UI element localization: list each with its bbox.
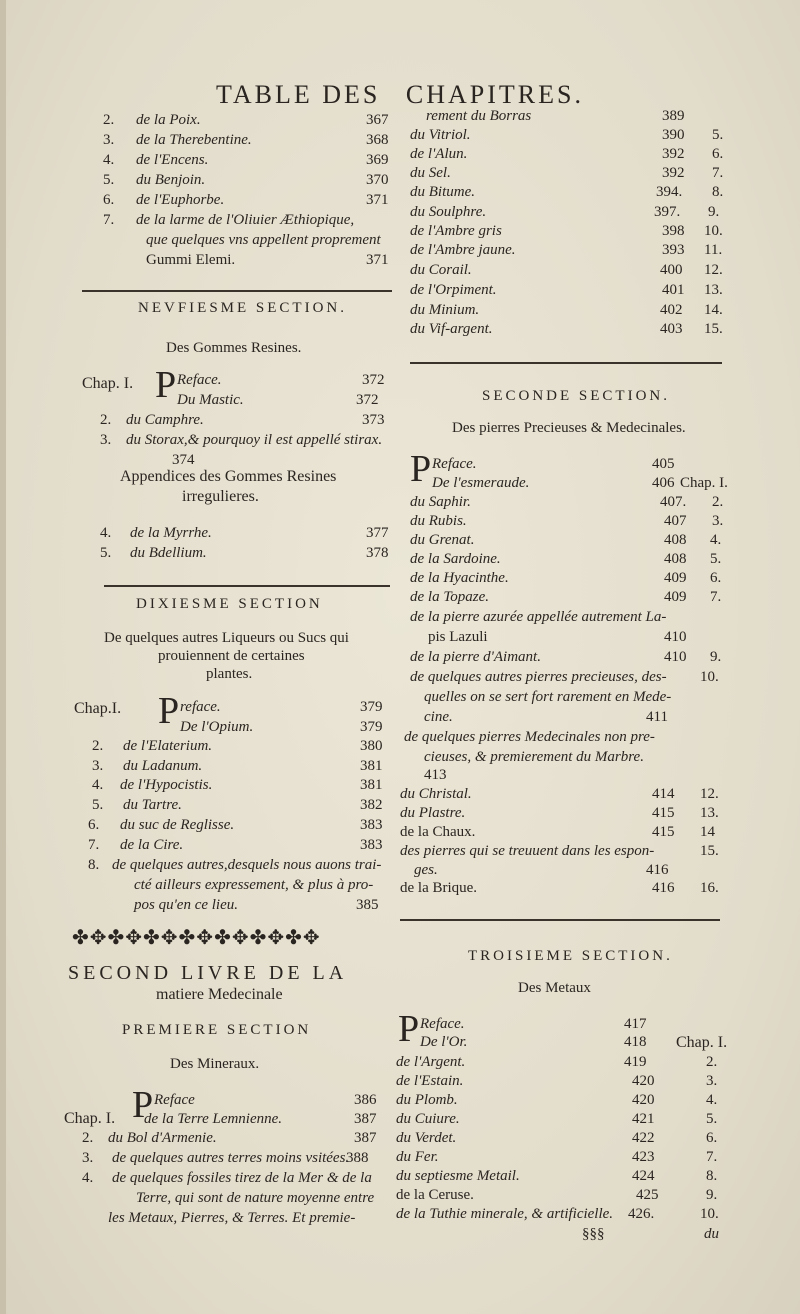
entry-page: 426. <box>628 1206 655 1222</box>
entry-title: de la Topaze. <box>410 589 490 605</box>
section-heading: DIXIESME SECTION <box>136 596 323 612</box>
section-subheading: Des Mineraux. <box>170 1056 260 1072</box>
entry-page: 379 <box>360 719 383 735</box>
entry-page: 369 <box>366 152 389 168</box>
entry-index: 15. <box>704 321 723 337</box>
chapter-label: Chap. I. <box>680 475 728 491</box>
entry-page: 381 <box>360 777 383 793</box>
entry-title: 413 <box>424 767 447 783</box>
entry-page: 407 <box>664 513 687 529</box>
entry-page: 368 <box>366 132 389 148</box>
section-rule <box>400 919 720 921</box>
entry-title: du Christal. <box>400 786 472 802</box>
entry-title: rement du Borras <box>426 108 532 124</box>
entry-page: 377 <box>366 525 389 541</box>
book-subtitle: matiere Medecinale <box>156 986 283 1003</box>
entry-title: du Minium. <box>410 302 480 318</box>
entry-index: 10. <box>700 669 719 685</box>
entry-title: De l'Or. <box>420 1034 468 1050</box>
entry-title: de l'Ambre jaune. <box>410 242 516 258</box>
entry-index: 6. <box>103 192 115 208</box>
entry-page: 381 <box>360 758 383 774</box>
entry-index: 5. <box>712 127 724 143</box>
entry-index: 5. <box>706 1111 718 1127</box>
entry-title: du Bitume. <box>410 184 475 200</box>
entry-title: cieuses, & premierement du Marbre. <box>424 749 644 765</box>
entry-page: 400 <box>660 262 683 278</box>
entry-title: ges. <box>414 862 438 878</box>
entry-title: de la Hyacinthe. <box>410 570 509 586</box>
entry-page: 374 <box>172 452 195 468</box>
entry-page: 408 <box>664 551 687 567</box>
entry-index: 9. <box>708 204 720 220</box>
entry-index: 13. <box>700 805 719 821</box>
entry-title: de quelques autres,desquels nous auons trai- <box>112 857 382 873</box>
entry-index: 3. <box>712 513 724 529</box>
entry-page: 393 <box>662 242 685 258</box>
entry-index: 4. <box>100 525 112 541</box>
entry-index: 2. <box>100 412 112 428</box>
entry-page: 373 <box>362 412 385 428</box>
entry-index: 5. <box>103 172 115 188</box>
entry-index: 7. <box>710 589 722 605</box>
entry-title: du Benjoin. <box>136 172 206 188</box>
entry-page: 421 <box>632 1111 655 1127</box>
section-subheading: Des Metaux <box>518 980 591 996</box>
entry-page: 409 <box>664 589 687 605</box>
entry-title: cté ailleurs expressement, & plus à pro- <box>134 877 374 893</box>
entry-title: de l'Encens. <box>136 152 209 168</box>
entry-title: de la larme de l'Oliuier Æthiopique, <box>136 212 355 228</box>
entry-title: du Rubis. <box>410 513 467 529</box>
entry-index: 8. <box>88 857 100 873</box>
entry-page: 415 <box>652 805 675 821</box>
entry-index: 16. <box>700 880 719 896</box>
signature-mark: §§§ <box>582 1226 605 1242</box>
entry-page: 411 <box>646 709 668 725</box>
entry-index: 3. <box>103 132 115 148</box>
section-heading: NEVFIESME SECTION. <box>138 300 348 316</box>
entry-page: 420 <box>632 1092 655 1108</box>
entry-title: du Corail. <box>410 262 472 278</box>
entry-title: quelles on se sert fort rarement en Mede- <box>424 689 672 705</box>
entry-page: 371 <box>366 192 389 208</box>
entry-page: 409 <box>664 570 687 586</box>
entry-title: Reface. <box>432 456 477 472</box>
header-left: TABLE DES <box>216 80 381 109</box>
appendix-heading: Appendices des Gommes Resines <box>120 468 337 485</box>
entry-title: de la pierre azurée appellée autrement La- <box>410 609 667 625</box>
entry-title: de la Terre Lemnienne. <box>144 1111 283 1127</box>
entry-index: 9. <box>706 1187 718 1203</box>
entry-index: 6. <box>88 817 100 833</box>
entry-index: 3. <box>82 1150 94 1166</box>
entry-title: du Plomb. <box>396 1092 458 1108</box>
entry-title: de quelques pierres Medecinales non pre- <box>404 729 655 745</box>
entry-title: de l'Estain. <box>396 1073 464 1089</box>
entry-page: 392 <box>662 165 685 181</box>
entry-title: De l'Opium. <box>180 719 254 735</box>
entry-index: 7. <box>706 1149 718 1165</box>
entry-index: 6. <box>710 570 722 586</box>
entry-index: 12. <box>704 262 723 278</box>
entry-page: 367 <box>366 112 389 128</box>
entry-title: des pierres qui se treuuent dans les espon- <box>400 843 655 859</box>
entry-index: 8. <box>706 1168 718 1184</box>
entry-index: 2. <box>712 494 724 510</box>
entry-title: de la Ceruse. <box>396 1187 474 1203</box>
chapter-label: Chap.I. <box>74 700 122 717</box>
entry-page: 402 <box>660 302 683 318</box>
entry-index: 7. <box>88 837 100 853</box>
entry-page: 383 <box>360 817 383 833</box>
section-rule <box>104 585 390 587</box>
entry-page: 372 <box>362 372 385 388</box>
appendix-heading: irregulieres. <box>182 488 259 505</box>
drop-cap: P <box>155 364 177 406</box>
entry-index: 3. <box>706 1073 718 1089</box>
entry-page: 405 <box>652 456 675 472</box>
entry-title: les Metaux, Pierres, & Terres. Et premie- <box>108 1210 356 1226</box>
entry-title: de la Brique. <box>400 880 478 896</box>
entry-index: 9. <box>710 649 722 665</box>
section-subheading: plantes. <box>206 666 253 682</box>
entry-page: 424 <box>632 1168 655 1184</box>
section-subheading: Des pierres Precieuses & Medecinales. <box>452 420 686 436</box>
entry-title: du Ladanum. <box>123 758 203 774</box>
entry-page: 417 <box>624 1016 647 1032</box>
entry-title: de quelques fossiles tirez de la Mer & de la <box>112 1170 372 1186</box>
entry-title: pos qu'en ce lieu. <box>134 897 239 913</box>
section-heading: PREMIERE SECTION <box>122 1022 312 1038</box>
entry-title: pis Lazuli <box>428 629 488 645</box>
entry-title: Du Mastic. <box>177 392 244 408</box>
entry-title: Reface. <box>420 1016 465 1032</box>
entry-index: 4. <box>103 152 115 168</box>
entry-title: cine. <box>424 709 453 725</box>
entry-page: 422 <box>632 1130 655 1146</box>
entry-index: 4. <box>82 1170 94 1186</box>
entry-page: 392 <box>662 146 685 162</box>
entry-index: 2. <box>103 112 115 128</box>
entry-page: 383 <box>360 837 383 853</box>
entry-page: 380 <box>360 738 383 754</box>
entry-title: de la Poix. <box>136 112 201 128</box>
entry-page: 387 <box>354 1130 377 1146</box>
entry-page: 388 <box>346 1150 369 1166</box>
entry-page: 415 <box>652 824 675 840</box>
entry-page: 410 <box>664 649 687 665</box>
entry-page: 370 <box>366 172 389 188</box>
entry-page: 386 <box>354 1092 377 1108</box>
entry-index: 3. <box>92 758 104 774</box>
entry-index: 12. <box>700 786 719 802</box>
entry-index: 7. <box>103 212 115 228</box>
entry-index: 10. <box>700 1206 719 1222</box>
entry-title: de la Tuthie minerale, & artificielle. <box>396 1206 614 1222</box>
header-right: CHAPITRES. <box>405 80 584 109</box>
drop-cap: P <box>158 690 180 732</box>
entry-page: 379 <box>360 699 383 715</box>
entry-title: de la Therebentine. <box>136 132 252 148</box>
entry-title: du Saphir. <box>410 494 471 510</box>
entry-title: du septiesme Metail. <box>396 1168 520 1184</box>
entry-index: 2. <box>706 1054 718 1070</box>
entry-title: De l'esmeraude. <box>432 475 530 491</box>
entry-page: 406 <box>652 475 675 491</box>
entry-page: 410 <box>664 629 687 645</box>
entry-page: 389 <box>662 108 685 124</box>
drop-cap: P <box>410 448 432 490</box>
entry-index: 4. <box>710 532 722 548</box>
entry-title: du Vif-argent. <box>410 321 493 337</box>
entry-title: du Storax,& pourquoy il est appellé stirax. <box>126 432 383 448</box>
entry-page: 418 <box>624 1034 647 1050</box>
entry-page: 398 <box>662 223 685 239</box>
entry-index: 14. <box>704 302 723 318</box>
entry-index: 5. <box>710 551 722 567</box>
entry-title: du Soulphre. <box>410 204 487 220</box>
book-title: SECOND LIVRE DE LA <box>68 962 348 984</box>
entry-title: de quelques autres terres moins vsitées. <box>112 1150 350 1166</box>
entry-title: du Fer. <box>396 1149 439 1165</box>
section-rule <box>410 362 722 364</box>
entry-title: de l'Argent. <box>396 1054 466 1070</box>
entry-title: du Camphre. <box>126 412 204 428</box>
entry-page: 390 <box>662 127 685 143</box>
entry-index: 6. <box>712 146 724 162</box>
section-heading: SECONDE SECTION. <box>482 388 671 404</box>
entry-title: de l'Orpiment. <box>410 282 497 298</box>
entry-index: 4. <box>92 777 104 793</box>
entry-page: 408 <box>664 532 687 548</box>
entry-title: reface. <box>180 699 221 715</box>
entry-title: du Bol d'Armenie. <box>108 1130 217 1146</box>
chapter-label: Chap. I. <box>82 375 134 392</box>
entry-title: de la Cire. <box>120 837 184 853</box>
entry-title: du suc de Reglisse. <box>120 817 235 833</box>
entry-index: 11. <box>704 242 723 258</box>
entry-index: 8. <box>712 184 724 200</box>
entry-title: de quelques autres pierres precieuses, des- <box>410 669 667 685</box>
page-edge <box>0 0 6 1314</box>
entry-index: 10. <box>704 223 723 239</box>
drop-cap: P <box>132 1084 154 1126</box>
entry-title: de la pierre d'Aimant. <box>410 649 541 665</box>
entry-title: de la Myrrhe. <box>130 525 212 541</box>
entry-page: 385 <box>356 897 379 913</box>
entry-page: 419 <box>624 1054 647 1070</box>
entry-title: du Tartre. <box>123 797 182 813</box>
catchword: du <box>704 1226 719 1242</box>
entry-index: 6. <box>706 1130 718 1146</box>
entry-index: 2. <box>92 738 104 754</box>
entry-title: de l'Euphorbe. <box>136 192 225 208</box>
entry-title: Reface. <box>177 372 222 388</box>
entry-title: du Vitriol. <box>410 127 471 143</box>
entry-page: 416 <box>646 862 669 878</box>
entry-index: 13. <box>704 282 723 298</box>
ornament-band: ✤✥✤✥✤✥✤✥✤✥✤✥✤✥ <box>72 925 321 949</box>
entry-index: 5. <box>100 545 112 561</box>
entry-page: 420 <box>632 1073 655 1089</box>
entry-page: 378 <box>366 545 389 561</box>
section-subheading: De quelques autres Liqueurs ou Sucs qui <box>104 630 349 646</box>
entry-page: 371 <box>366 252 389 268</box>
entry-page: 394. <box>656 184 683 200</box>
entry-index: 4. <box>706 1092 718 1108</box>
entry-page: 403 <box>660 321 683 337</box>
entry-page: 372 <box>356 392 379 408</box>
entry-title: Gummi Elemi. <box>146 252 236 268</box>
chapter-label: Chap. I. <box>64 1110 116 1127</box>
entry-index: 14 <box>700 824 715 840</box>
entry-page: 414 <box>652 786 675 802</box>
section-subheading: prouiennent de certaines <box>158 648 305 664</box>
entry-title: de l'Hypocistis. <box>120 777 213 793</box>
entry-index: 15. <box>700 843 719 859</box>
chapter-label: Chap. I. <box>676 1034 728 1051</box>
entry-title: du Cuiure. <box>396 1111 460 1127</box>
entry-index: 5. <box>92 797 104 813</box>
entry-title: Reface <box>154 1092 195 1108</box>
entry-title: de la Chaux. <box>400 824 476 840</box>
entry-title: que quelques vns appellent proprement <box>146 232 381 248</box>
entry-page: 423 <box>632 1149 655 1165</box>
entry-title: du Sel. <box>410 165 451 181</box>
entry-page: 397. <box>654 204 681 220</box>
entry-page: 425 <box>636 1187 659 1203</box>
drop-cap: P <box>398 1008 420 1050</box>
entry-page: 387 <box>354 1111 377 1127</box>
entry-title: du Verdet. <box>396 1130 457 1146</box>
entry-index: 3. <box>100 432 112 448</box>
entry-index: 2. <box>82 1130 94 1146</box>
entry-index: 7. <box>712 165 724 181</box>
entry-title: de la Sardoine. <box>410 551 501 567</box>
entry-title: Terre, qui sont de nature moyenne entre <box>136 1190 375 1206</box>
entry-title: du Plastre. <box>400 805 466 821</box>
entry-page: 382 <box>360 797 383 813</box>
section-subheading: Des Gommes Resines. <box>166 340 302 356</box>
section-heading: TROISIEME SECTION. <box>468 948 673 964</box>
entry-title: de l'Ambre gris <box>410 223 502 239</box>
entry-page: 416 <box>652 880 675 896</box>
entry-page: 401 <box>662 282 685 298</box>
entry-title: de l'Elaterium. <box>123 738 213 754</box>
entry-page: 407. <box>660 494 687 510</box>
entry-title: de l'Alun. <box>410 146 468 162</box>
section-rule <box>82 290 392 292</box>
entry-title: du Grenat. <box>410 532 475 548</box>
entry-title: du Bdellium. <box>130 545 207 561</box>
page-header <box>0 80 800 110</box>
